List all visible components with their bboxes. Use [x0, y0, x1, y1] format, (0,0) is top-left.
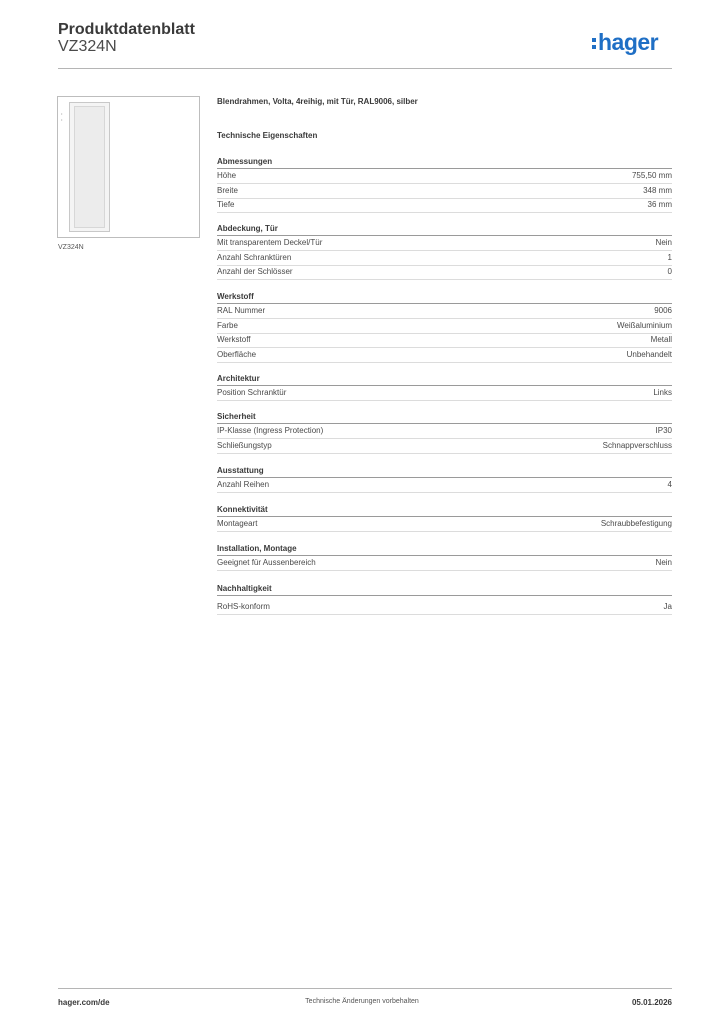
product-code: VZ324N: [58, 38, 117, 55]
spec-value: Weißaluminium: [617, 320, 672, 330]
row-divider: [217, 453, 672, 454]
section-title: Installation, Montage: [217, 544, 297, 553]
section-title: Abmessungen: [217, 157, 273, 166]
spec-row: [217, 347, 672, 361]
spec-label: Tiefe: [217, 200, 235, 209]
product-image: [57, 96, 200, 238]
spec-value: Schnappverschluss: [602, 440, 672, 450]
spec-value: 755,50 mm: [631, 171, 672, 180]
specs-title: Technische Eigenschaften: [217, 131, 318, 140]
spec-label: Breite: [217, 185, 238, 195]
spec-value: 1: [667, 252, 672, 262]
spec-row: [217, 478, 672, 492]
spec-row: [217, 236, 672, 250]
spec-label: Mit transparentem Deckel/Tür: [217, 238, 323, 247]
spec-value: Links: [653, 388, 672, 397]
spec-label: Anzahl der Schlösser: [217, 267, 293, 276]
row-divider: [217, 279, 672, 280]
spec-label: Werkstoff: [217, 335, 251, 344]
spec-label: Schließungstyp: [217, 440, 272, 450]
spec-value: Unbehandelt: [626, 349, 672, 359]
spec-row: [217, 265, 672, 279]
spec-row: [217, 304, 672, 318]
logo-colon-icon: [592, 38, 596, 49]
footer-date: 05.01.2026: [631, 998, 672, 1007]
spec-value: 9006: [654, 306, 672, 315]
spec-value: 348 mm: [643, 185, 672, 195]
section-title: Konnektivität: [217, 505, 268, 514]
spec-label: Position Schranktür: [217, 388, 287, 397]
spec-row: [217, 438, 672, 452]
image-caption: VZ324N: [58, 244, 84, 251]
spec-label: Anzahl Reihen: [217, 480, 270, 489]
section-title: Nachhaltigkeit: [217, 584, 272, 593]
spec-row: [217, 556, 672, 570]
spec-row: [217, 169, 672, 183]
spec-row: [217, 600, 672, 614]
row-divider: [217, 362, 672, 363]
product-description: Blendrahmen, Volta, 4reihig, mit Tür, RAL9006, silber: [217, 97, 418, 106]
row-divider: [217, 531, 672, 532]
spec-label: Oberfläche: [217, 349, 257, 359]
cabinet-door-illustration: • •: [69, 102, 110, 232]
spec-label: IP-Klasse (Ingress Protection): [217, 426, 324, 435]
spec-value: 0: [667, 267, 672, 276]
spec-value: Ja: [663, 602, 672, 611]
section-divider: [217, 595, 672, 596]
spec-label: RAL Nummer: [217, 306, 266, 315]
section-title: Architektur: [217, 374, 260, 383]
row-divider: [217, 492, 672, 493]
page-title: Produktdatenblatt: [58, 21, 195, 38]
row-divider: [217, 570, 672, 571]
spec-row: [217, 424, 672, 438]
section-title: Sicherheit: [217, 412, 256, 421]
hager-logo: [592, 29, 658, 55]
section-title: Werkstoff: [217, 292, 254, 301]
spec-value: 36 mm: [647, 200, 672, 209]
footer-divider: [58, 988, 672, 989]
spec-value: Nein: [655, 558, 672, 567]
header-divider: [58, 68, 672, 69]
section-title: Abdeckung, Tür: [217, 224, 278, 233]
spec-label: Höhe: [217, 171, 237, 180]
spec-row: [217, 318, 672, 332]
spec-row: [217, 517, 672, 531]
spec-label: Montageart: [217, 519, 258, 528]
spec-row: [217, 198, 672, 212]
footer-note: Technische Änderungen vorbehalten: [305, 998, 419, 1005]
spec-value: Nein: [655, 238, 672, 247]
section-title: Ausstattung: [217, 466, 264, 475]
spec-value: Metall: [650, 335, 672, 344]
spec-label: RoHS-konform: [217, 602, 270, 611]
spec-label: Geeignet für Aussenbereich: [217, 558, 316, 567]
spec-value: IP30: [655, 426, 672, 435]
spec-value: 4: [667, 480, 672, 489]
footer-website: hager.com/de: [58, 998, 110, 1007]
spec-label: Farbe: [217, 320, 238, 330]
spec-row: [217, 386, 672, 400]
spec-row: [217, 250, 672, 264]
spec-row: [217, 333, 672, 347]
logo-wordmark: hager: [598, 28, 659, 55]
row-divider: [217, 400, 672, 401]
spec-row: [217, 183, 672, 197]
row-divider: [217, 212, 672, 213]
row-divider: [217, 614, 672, 615]
spec-label: Anzahl Schranktüren: [217, 252, 292, 262]
spec-value: Schraubbefestigung: [600, 519, 672, 528]
